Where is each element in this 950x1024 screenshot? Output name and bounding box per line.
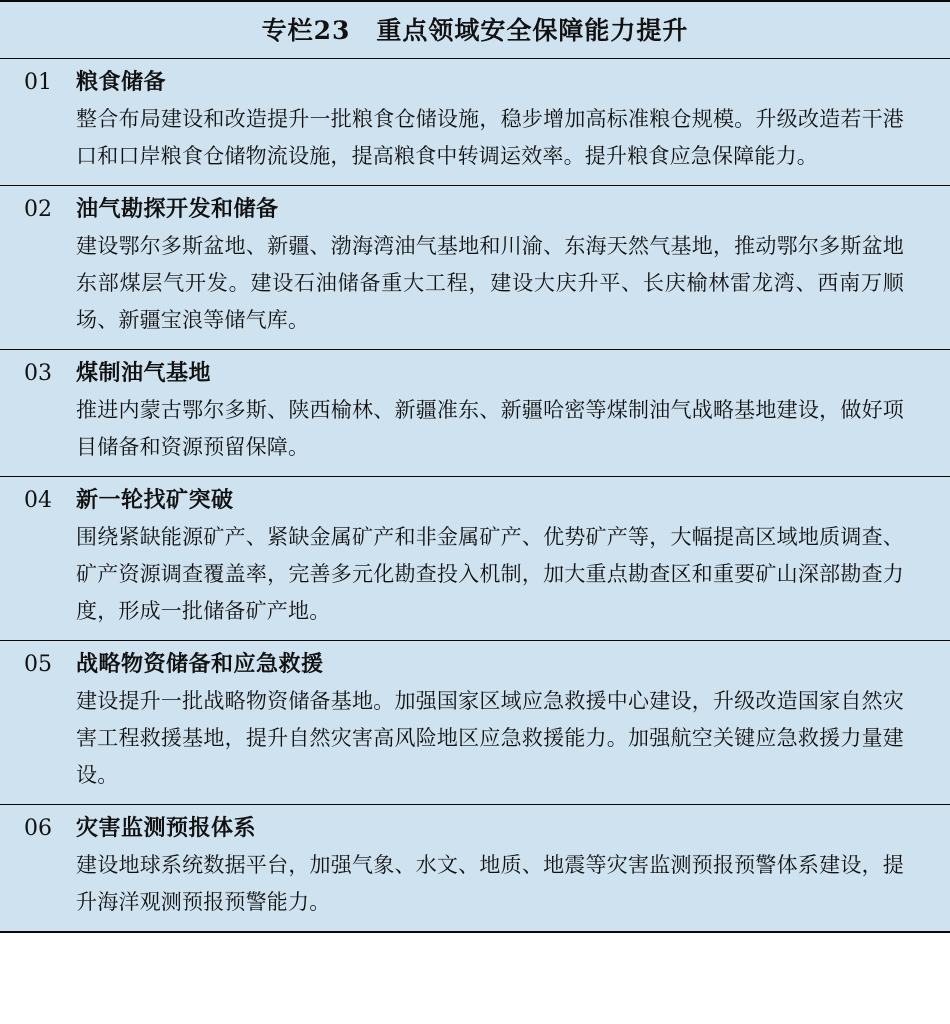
row-body: 围绕紧缺能源矿产、紧缺金属矿产和非金属矿产、优势矿产等，大幅提高区域地质调查、矿产资源调查覆盖率，完善多元化勘查投入机制，加大重点勘查区和重要矿山深部勘查力度，形成一批储备矿产地。 (76, 525, 904, 623)
row-number: 01 (24, 70, 52, 95)
row-content (76, 814, 950, 921)
page-title: 专栏23 重点领域安全保障能力提升 (261, 16, 689, 45)
row-content (76, 68, 950, 175)
table-row (0, 350, 950, 477)
row-number: 06 (24, 816, 52, 841)
row-heading: 灾害监测预报体系 (76, 816, 257, 841)
row-heading: 粮食储备 (76, 70, 167, 95)
table-row (0, 641, 950, 805)
row-body: 建设鄂尔多斯盆地、新疆、渤海湾油气基地和川渝、东海天然气基地，推动鄂尔多斯盆地东部煤层气开发。建设石油储备重大工程，建设大庆升平、长庆榆林雷龙湾、西南万顺场、新疆宝浪等储气库。 (76, 234, 904, 332)
table-row (0, 805, 950, 931)
row-number: 04 (24, 488, 52, 513)
row-body: 整合布局建设和改造提升一批粮食仓储设施，稳步增加高标准粮仓规模。升级改造若干港口和口岸粮食仓储物流设施，提高粮食中转调运效率。提升粮食应急保障能力。 (76, 107, 904, 168)
row-body: 建设提升一批战略物资储备基地。加强国家区域应急救援中心建设，升级改造国家自然灾害工程救援基地，提升自然灾害高风险地区应急救援能力。加强航空关键应急救援力量建设。 (76, 689, 904, 787)
table-row (0, 477, 950, 641)
row-number: 02 (24, 197, 52, 222)
table-row (0, 186, 950, 350)
row-heading: 战略物资储备和应急救援 (76, 652, 324, 677)
row-body: 建设地球系统数据平台，加强气象、水文、地质、地震等灾害监测预报预警体系建设，提升海洋观测预报预警能力。 (76, 853, 904, 914)
row-number: 03 (24, 361, 52, 386)
row-number: 05 (24, 652, 52, 677)
row-body: 推进内蒙古鄂尔多斯、陕西榆林、新疆准东、新疆哈密等煤制油气战略基地建设，做好项目储备和资源预留保障。 (76, 398, 904, 459)
row-heading: 新一轮找矿突破 (76, 488, 234, 513)
row-content (76, 195, 950, 339)
table-row (0, 59, 950, 186)
row-heading: 煤制油气基地 (76, 361, 212, 386)
row-heading: 油气勘探开发和储备 (76, 197, 279, 222)
row-content (76, 650, 950, 794)
table-title-row (0, 2, 950, 59)
row-content (76, 359, 950, 466)
row-content (76, 486, 950, 630)
